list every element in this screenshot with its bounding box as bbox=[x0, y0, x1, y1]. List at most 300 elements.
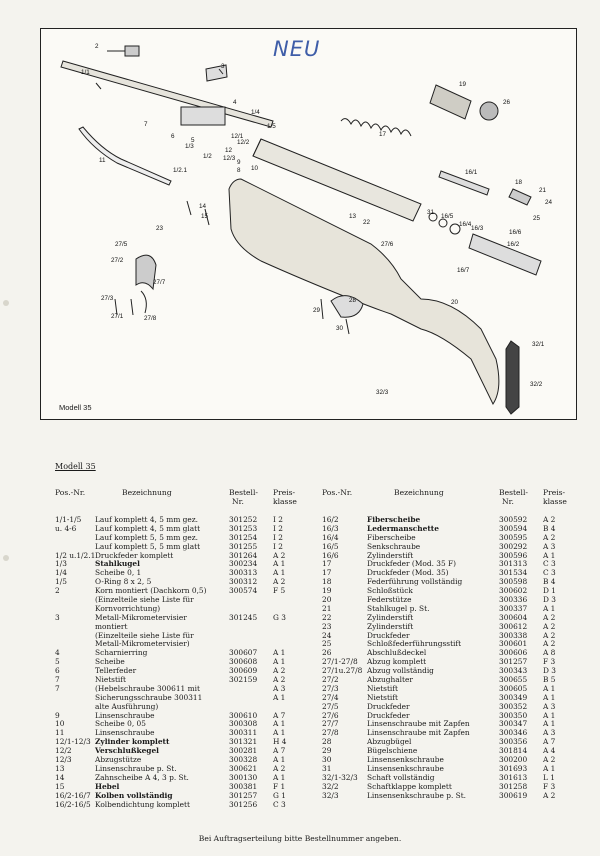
part-number: 14 bbox=[55, 772, 65, 782]
order-number: 300336 bbox=[499, 595, 528, 605]
part-number: 32/1-32/3 bbox=[322, 772, 358, 782]
part-label: 32/2 bbox=[530, 381, 543, 388]
price-class: A 1 bbox=[543, 692, 556, 702]
part-name: Ledermanschette bbox=[367, 523, 439, 533]
order-number: 300574 bbox=[229, 586, 258, 596]
order-number: 300619 bbox=[499, 790, 528, 800]
part-number: 26 bbox=[322, 648, 332, 658]
price-class: F 3 bbox=[543, 781, 556, 791]
price-class: A 1 bbox=[273, 719, 286, 729]
part-label: 24 bbox=[545, 199, 553, 206]
part-number: 1/1-1/5 bbox=[55, 515, 82, 524]
part-number: 13 bbox=[55, 763, 65, 773]
handwritten-note: NEU bbox=[273, 37, 321, 61]
part-name: Druckfeder komplett bbox=[95, 550, 174, 560]
order-number: 300604 bbox=[499, 612, 528, 622]
order-number: 300602 bbox=[499, 586, 528, 596]
price-class: C 3 bbox=[543, 559, 556, 569]
part-label: 16/7 bbox=[457, 267, 470, 274]
order-number: 300608 bbox=[229, 657, 258, 667]
order-number: 300592 bbox=[499, 515, 528, 524]
part-name: Abzug vollständig bbox=[367, 666, 434, 676]
price-class: A 7 bbox=[273, 746, 286, 756]
price-class: A 3 bbox=[543, 541, 556, 551]
part-label: 10 bbox=[251, 165, 259, 172]
order-number: 301321 bbox=[229, 737, 258, 747]
price-class: F 1 bbox=[273, 781, 286, 791]
part-name: Bügelschiene bbox=[367, 746, 418, 756]
header-bez-left: Bezeichnung bbox=[122, 488, 172, 497]
part-number: 16/4 bbox=[322, 532, 339, 542]
price-class: A 3 bbox=[543, 701, 556, 711]
price-class: F 5 bbox=[273, 586, 286, 596]
price-class: D 3 bbox=[543, 666, 556, 676]
part-number: 17 bbox=[322, 568, 332, 578]
price-class: A 2 bbox=[543, 790, 556, 800]
part-label: 1/2.1 bbox=[173, 167, 188, 174]
order-number: 300596 bbox=[499, 550, 528, 560]
price-class: D 3 bbox=[543, 595, 556, 605]
price-class: A 1 bbox=[273, 772, 286, 782]
part-name: Linsensenkschraube p. St. bbox=[367, 790, 467, 800]
order-number: 300328 bbox=[229, 755, 258, 765]
part-name: Stahlkugel bbox=[95, 559, 140, 569]
parts-column-right bbox=[322, 516, 592, 801]
price-class: I 2 bbox=[273, 523, 283, 533]
price-class: A 1 bbox=[273, 728, 286, 738]
part-number: 28 bbox=[322, 737, 332, 747]
part-number: 10 bbox=[55, 719, 65, 729]
price-class: B 4 bbox=[543, 577, 556, 587]
part-label: 6 bbox=[171, 133, 175, 140]
price-class: A 7 bbox=[543, 737, 556, 747]
order-number: 300350 bbox=[499, 710, 528, 720]
order-number: 301814 bbox=[499, 746, 528, 756]
part-number: 20 bbox=[322, 595, 332, 605]
part-name: Abzugbügel bbox=[367, 737, 412, 747]
part-number: 27/7 bbox=[322, 719, 339, 729]
price-class: A 2 bbox=[543, 532, 556, 542]
part-name: Hebel bbox=[95, 781, 120, 791]
part-name: Fiberscheibe bbox=[367, 515, 421, 524]
part-number: 27/2 bbox=[322, 675, 339, 685]
header-nr2-left: Nr. bbox=[232, 497, 244, 506]
part-number: 5 bbox=[55, 657, 60, 667]
part-name: Linsenschraube bbox=[95, 710, 155, 720]
order-number: 300349 bbox=[499, 692, 528, 702]
header-nr2-right: Nr. bbox=[502, 497, 514, 506]
order-number: 300346 bbox=[499, 728, 528, 738]
part-label: 23 bbox=[156, 225, 164, 232]
part-label: 1/1 bbox=[81, 69, 90, 76]
part-name: Linsenschraube p. St. bbox=[95, 763, 177, 773]
part-name: (Einzelteile siehe Liste für bbox=[95, 595, 194, 605]
header-bez-right: Bezeichnung bbox=[394, 488, 444, 497]
part-label: 28 bbox=[349, 297, 357, 304]
part-label: 1/3 bbox=[185, 143, 194, 150]
price-class: A 1 bbox=[273, 648, 286, 658]
price-class: A 2 bbox=[273, 763, 286, 773]
part-label: 27/6 bbox=[381, 241, 394, 248]
order-number: 300338 bbox=[499, 630, 528, 640]
order-number: 300312 bbox=[229, 577, 258, 587]
part-name: Nietstift bbox=[95, 675, 127, 685]
part-label: 20 bbox=[451, 299, 459, 306]
price-class: B 4 bbox=[543, 523, 556, 533]
header-nr1-right: Bestell- bbox=[499, 488, 528, 497]
order-number: 300595 bbox=[499, 532, 528, 542]
price-class: A 1 bbox=[273, 559, 286, 569]
part-name: Senkschraube bbox=[367, 541, 421, 551]
order-number: 300601 bbox=[499, 639, 528, 649]
part-number: 16/2 bbox=[322, 515, 339, 524]
part-name: Nietstift bbox=[367, 683, 399, 693]
part-name: (Hebelschraube 300611 mit bbox=[95, 683, 200, 693]
part-name: Linsensenkschraube bbox=[367, 763, 444, 773]
part-name: Lauf komplett 5, 5 mm glatt bbox=[95, 541, 201, 551]
price-class: A 2 bbox=[543, 515, 556, 524]
order-number: 300311 bbox=[229, 728, 258, 738]
part-name: Linsenschraube mit Zapfen bbox=[367, 719, 470, 729]
part-number: 24 bbox=[322, 630, 332, 640]
part-number: 27/3 bbox=[322, 683, 339, 693]
part-label: 31 bbox=[427, 209, 435, 216]
price-class: A 1 bbox=[273, 755, 286, 765]
part-number: 12/2 bbox=[55, 746, 72, 756]
order-number: 300655 bbox=[499, 675, 528, 685]
part-name: Abzughalter bbox=[367, 675, 413, 685]
part-label: 1/4 bbox=[251, 109, 260, 116]
order-number: 300621 bbox=[229, 763, 258, 773]
price-class: A 1 bbox=[543, 719, 556, 729]
order-number: 301256 bbox=[229, 799, 258, 809]
price-class: A 2 bbox=[543, 639, 556, 649]
order-number: 300313 bbox=[229, 568, 258, 578]
part-name: Korn montiert (Dachkorn 0,5) bbox=[95, 586, 207, 596]
part-name: Kolbendichtung komplett bbox=[95, 799, 190, 809]
part-number: 27/4 bbox=[322, 692, 339, 702]
order-number: 301534 bbox=[499, 568, 528, 578]
part-name: O-Ring 8 x 2, 5 bbox=[95, 577, 152, 587]
price-class: G 1 bbox=[273, 790, 286, 800]
part-label: 14 bbox=[199, 203, 207, 210]
part-name: Linsenschraube bbox=[95, 728, 155, 738]
price-class: C 3 bbox=[273, 799, 286, 809]
part-number: 16/6 bbox=[322, 550, 339, 560]
part-label: 22 bbox=[363, 219, 371, 226]
part-label: 16/3 bbox=[471, 225, 484, 232]
price-class: A 1 bbox=[543, 603, 556, 613]
order-number: 300609 bbox=[229, 666, 258, 676]
part-number: 12/3 bbox=[55, 755, 72, 765]
part-number: 16/2-16/7 bbox=[55, 790, 91, 800]
price-class: A 4 bbox=[543, 746, 556, 756]
order-number: 300347 bbox=[499, 719, 528, 729]
part-label: 13 bbox=[349, 213, 357, 220]
part-name: Kornvorrichtung) bbox=[95, 603, 161, 613]
order-number: 300605 bbox=[499, 683, 528, 693]
part-number: 1/5 bbox=[55, 577, 67, 587]
part-label: 19 bbox=[459, 81, 467, 88]
price-class: C 3 bbox=[543, 568, 556, 578]
price-class: A 3 bbox=[543, 728, 556, 738]
part-name: Linsensenkschraube bbox=[367, 755, 444, 765]
part-name: Linsenschraube mit Zapfen bbox=[367, 728, 470, 738]
part-name: Sicherungsschraube 300311 bbox=[95, 692, 203, 702]
part-label: 11 bbox=[99, 157, 106, 164]
order-note: Bei Auftragserteilung bitte Bestellnummer angeben. bbox=[198, 834, 402, 843]
part-name: Kolben vollständig bbox=[95, 790, 173, 800]
order-number: 301257 bbox=[229, 790, 258, 800]
part-number: 16/5 bbox=[322, 541, 339, 551]
order-number: 301264 bbox=[229, 550, 258, 560]
part-name: Metall-Mikrometervisier bbox=[95, 612, 187, 622]
part-name: Stahlkugel p. St. bbox=[367, 603, 430, 613]
part-name: Abzugstütze bbox=[95, 755, 142, 765]
part-number: 4 bbox=[55, 648, 60, 658]
part-name: Schloßfederführungsstift bbox=[367, 639, 462, 649]
part-label: 9 bbox=[237, 159, 241, 166]
part-name: Abzug komplett bbox=[367, 657, 427, 667]
part-number: 21 bbox=[322, 603, 332, 613]
part-number: 17 bbox=[322, 559, 332, 569]
part-number: 23 bbox=[322, 621, 332, 631]
part-number: 7 bbox=[55, 683, 60, 693]
part-number: 2 bbox=[55, 586, 60, 596]
price-class: A 2 bbox=[543, 621, 556, 631]
part-number: 1/3 bbox=[55, 559, 67, 569]
order-number: 300130 bbox=[229, 772, 258, 782]
part-name: Scheibe 0, 05 bbox=[95, 719, 146, 729]
part-name: Druckfeder bbox=[367, 701, 410, 711]
price-class: A 1 bbox=[273, 692, 286, 702]
price-class: A 2 bbox=[273, 666, 286, 676]
part-number: 9 bbox=[55, 710, 60, 720]
order-number: 300343 bbox=[499, 666, 528, 676]
part-name: Lauf komplett 5, 5 mm gez. bbox=[95, 532, 199, 542]
part-label: 16/5 bbox=[441, 213, 454, 220]
part-name: Fiberscheibe bbox=[367, 532, 416, 542]
header-pk2-right: klasse bbox=[543, 497, 567, 506]
part-label: 16/6 bbox=[509, 229, 522, 236]
part-label: 26 bbox=[503, 99, 511, 106]
part-label: 27/1 bbox=[111, 313, 124, 320]
part-label: 16/1 bbox=[465, 169, 478, 176]
order-number: 300594 bbox=[499, 523, 528, 533]
order-number: 301258 bbox=[499, 781, 528, 791]
part-label: 1/5 bbox=[267, 123, 276, 130]
part-name: Schaftklappe komplett bbox=[367, 781, 452, 791]
part-name: Zylinderstift bbox=[367, 550, 414, 560]
part-label: 27/8 bbox=[144, 315, 157, 322]
part-label: 12/3 bbox=[223, 155, 236, 162]
price-class: A 7 bbox=[273, 710, 286, 720]
part-name: Scharnierring bbox=[95, 648, 148, 658]
order-number: 300200 bbox=[499, 755, 528, 765]
order-number: 300381 bbox=[229, 781, 258, 791]
diagram-caption: Modell 35 bbox=[59, 403, 92, 412]
order-number: 300610 bbox=[229, 710, 258, 720]
order-number: 300292 bbox=[499, 541, 528, 551]
order-number: 300234 bbox=[229, 559, 258, 569]
order-number: 301255 bbox=[229, 541, 258, 551]
part-name: Federführung vollständig bbox=[367, 577, 463, 587]
table-row bbox=[322, 792, 592, 801]
part-label: 27/3 bbox=[101, 295, 114, 302]
header-pk2-left: klasse bbox=[273, 497, 297, 506]
price-class: G 3 bbox=[273, 612, 286, 622]
price-class: A 1 bbox=[543, 710, 556, 720]
price-class: A 2 bbox=[543, 630, 556, 640]
part-number: 31 bbox=[322, 763, 332, 773]
part-name: Druckfeder bbox=[367, 630, 410, 640]
part-label: 18 bbox=[515, 179, 523, 186]
part-number: 16/3 bbox=[322, 523, 339, 533]
part-name: Scheibe bbox=[95, 657, 125, 667]
order-number: 301254 bbox=[229, 532, 258, 542]
part-label: 3 bbox=[221, 63, 225, 70]
parts-column-left bbox=[55, 516, 320, 809]
part-label: 27/5 bbox=[115, 241, 128, 248]
order-number: 300337 bbox=[499, 603, 528, 613]
price-class: A 1 bbox=[543, 763, 556, 773]
part-label: 25 bbox=[533, 215, 541, 222]
order-number: 300606 bbox=[499, 648, 528, 658]
part-name: Abschlußdeckel bbox=[367, 648, 427, 658]
price-class: H 4 bbox=[273, 737, 287, 747]
exploded-diagram bbox=[40, 28, 577, 420]
price-class: D 1 bbox=[543, 586, 556, 596]
order-number: 300607 bbox=[229, 648, 258, 658]
part-label: 8 bbox=[237, 167, 241, 174]
price-class: I 2 bbox=[273, 532, 283, 542]
part-number: 19 bbox=[322, 586, 332, 596]
part-name: Druckfeder bbox=[367, 710, 410, 720]
part-name: Scheibe 0, 1 bbox=[95, 568, 142, 578]
part-label: 1/2 bbox=[203, 153, 212, 160]
part-name: montiert bbox=[95, 621, 128, 631]
price-class: L 1 bbox=[543, 772, 555, 782]
part-number: 22 bbox=[322, 612, 332, 622]
part-number: 30 bbox=[322, 755, 332, 765]
part-number: 15 bbox=[55, 781, 65, 791]
order-number: 301613 bbox=[499, 772, 528, 782]
part-name: Schloßstück bbox=[367, 586, 413, 596]
table-model-title: Modell 35 bbox=[55, 462, 96, 471]
order-number: 300281 bbox=[229, 746, 258, 756]
part-label: 12 bbox=[225, 147, 233, 154]
diagram-drawing bbox=[41, 29, 578, 421]
part-number: 7 bbox=[55, 675, 60, 685]
price-class: I 2 bbox=[273, 541, 283, 551]
part-label: 12/2 bbox=[237, 139, 250, 146]
part-name: Tellerfeder bbox=[95, 666, 137, 676]
part-name: Federstütze bbox=[367, 595, 412, 605]
part-number: 29 bbox=[322, 746, 332, 756]
part-number: 25 bbox=[322, 639, 332, 649]
table-header bbox=[0, 488, 600, 508]
part-label: 30 bbox=[336, 325, 344, 332]
part-name: Zylinderstift bbox=[367, 612, 414, 622]
part-label: 15 bbox=[201, 213, 209, 220]
part-number: 27/5 bbox=[322, 701, 339, 711]
part-label: 32/3 bbox=[376, 389, 389, 396]
part-number: 18 bbox=[322, 577, 332, 587]
price-class: A 2 bbox=[273, 550, 286, 560]
price-class: A 1 bbox=[543, 683, 556, 693]
part-number: 32/3 bbox=[322, 790, 339, 800]
part-name: Zahnscheibe A 4, 3 p. St. bbox=[95, 772, 189, 782]
part-label: 5 bbox=[191, 137, 195, 144]
header-pos-right: Pos.-Nr. bbox=[322, 488, 353, 497]
order-number: 300356 bbox=[499, 737, 528, 747]
price-class: A 2 bbox=[273, 577, 286, 587]
part-label: 7 bbox=[144, 121, 148, 128]
part-name: (Einzelteile siehe Liste für bbox=[95, 630, 194, 640]
header-nr1-left: Bestell- bbox=[229, 488, 258, 497]
part-name: Zylinderstift bbox=[367, 621, 414, 631]
table-row bbox=[55, 801, 320, 810]
part-number: 27/8 bbox=[322, 728, 339, 738]
part-name: Schaft vollständig bbox=[367, 772, 435, 782]
order-number: 301257 bbox=[499, 657, 528, 667]
part-number: 27/6 bbox=[322, 710, 339, 720]
order-number: 301693 bbox=[499, 763, 528, 773]
part-label: 4 bbox=[233, 99, 237, 106]
part-name: Lauf komplett 4, 5 mm glatt bbox=[95, 523, 201, 533]
part-number: 1/2 u.1/2.1 bbox=[55, 550, 96, 560]
part-number: 16/2-16/5 bbox=[55, 799, 91, 809]
part-label: 32/1 bbox=[532, 341, 545, 348]
part-label: 17 bbox=[379, 131, 387, 138]
price-class: B 5 bbox=[543, 675, 556, 685]
part-number: 6 bbox=[55, 666, 60, 676]
part-label: 16/2 bbox=[507, 241, 520, 248]
price-class: A 1 bbox=[273, 568, 286, 578]
price-class: A 1 bbox=[273, 657, 286, 667]
punch-hole bbox=[3, 300, 9, 306]
order-number: 300598 bbox=[499, 577, 528, 587]
price-class: A 2 bbox=[543, 755, 556, 765]
header-pos-left: Pos.-Nr. bbox=[55, 488, 86, 497]
part-number: 11 bbox=[55, 728, 65, 738]
part-name: Zylinder komplett bbox=[95, 737, 170, 747]
order-number: 300612 bbox=[499, 621, 528, 631]
price-class: I 2 bbox=[273, 515, 283, 524]
part-name: Nietstift bbox=[367, 692, 399, 702]
part-name: alte Ausführung) bbox=[95, 701, 159, 711]
part-name: Druckfeder (Mod. 35) bbox=[367, 568, 449, 578]
order-number: 301252 bbox=[229, 515, 258, 524]
part-name: Lauf komplett 4, 5 mm gez. bbox=[95, 515, 199, 524]
part-label: 29 bbox=[313, 307, 321, 314]
order-number: 300352 bbox=[499, 701, 528, 711]
part-label: 27/7 bbox=[153, 279, 166, 286]
part-number: u. 4-6 bbox=[55, 523, 77, 533]
part-label: 2 bbox=[95, 43, 99, 50]
part-label: 21 bbox=[539, 187, 547, 194]
header-pk1-right: Preis- bbox=[543, 488, 566, 497]
header-pk1-left: Preis- bbox=[273, 488, 296, 497]
part-number: 32/2 bbox=[322, 781, 339, 791]
part-number: 12/1-12/3 bbox=[55, 737, 91, 747]
part-label: 16/4 bbox=[459, 221, 472, 228]
price-class: A 3 bbox=[273, 683, 286, 693]
part-label: 27/2 bbox=[111, 257, 124, 264]
part-number: 3 bbox=[55, 612, 60, 622]
price-class: A 2 bbox=[543, 612, 556, 622]
part-name: Druckfeder (Mod. 35 F) bbox=[367, 559, 457, 569]
